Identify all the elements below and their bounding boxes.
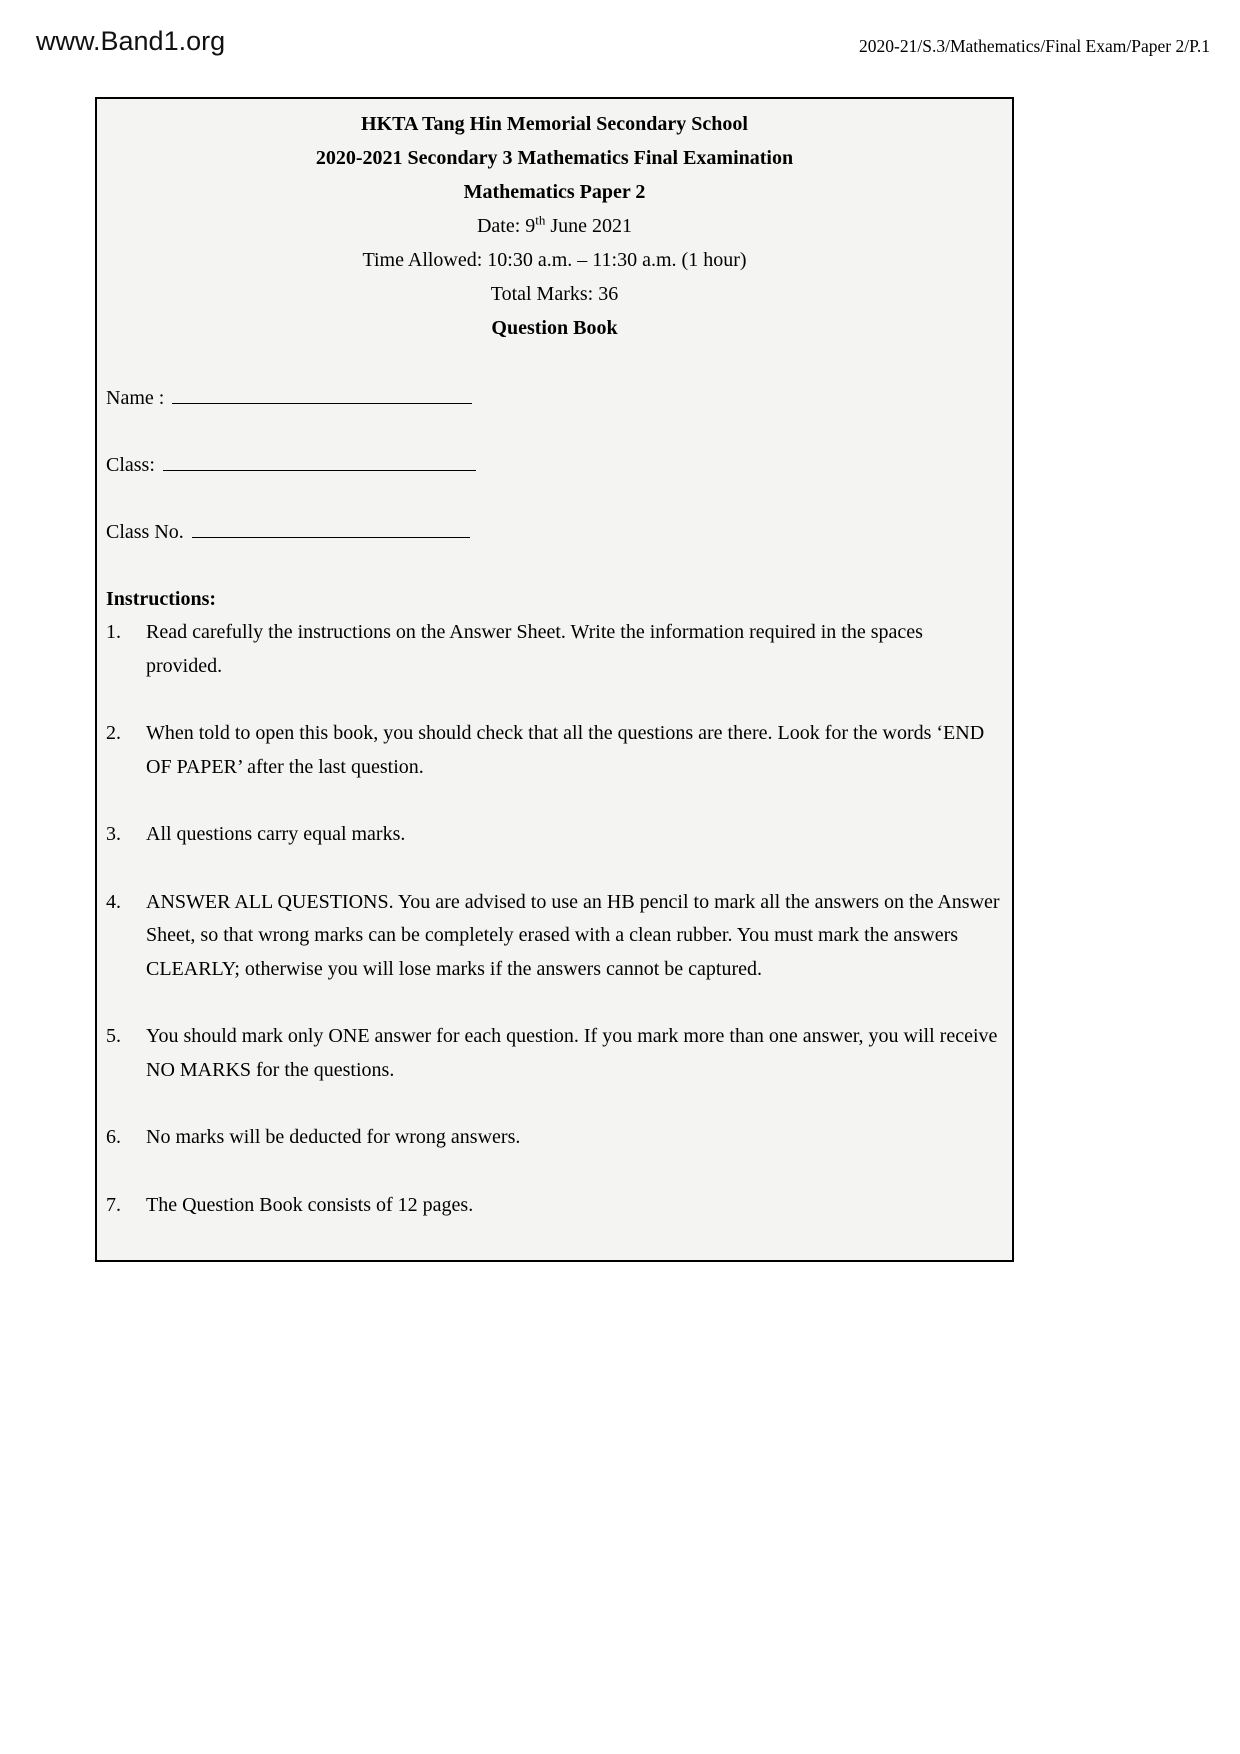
- school-name: HKTA Tang Hin Memorial Secondary School: [361, 113, 748, 135]
- name-blank-line: [172, 384, 472, 404]
- instruction-text: Read carefully the instructions on the Answer Sheet. Write the information required in the spaces provided.: [146, 621, 923, 677]
- book-type-line: Question Book: [491, 317, 618, 339]
- instruction-item: [106, 1020, 1003, 1087]
- class-label: Class:: [106, 454, 155, 476]
- exam-date-line: [106, 209, 1003, 243]
- exam-date-rest: June 2021: [545, 215, 633, 237]
- page-header-reference: 2020-21/S.3/Mathematics/Final Exam/Paper 2/P.1: [859, 36, 1210, 56]
- paper-title: Mathematics Paper 2: [463, 181, 646, 203]
- instruction-number: 1.: [106, 621, 121, 643]
- instruction-number: 2.: [106, 722, 121, 744]
- instruction-item: [106, 818, 1003, 852]
- exam-title: 2020-2021 Secondary 3 Mathematics Final Examination: [315, 147, 794, 169]
- exam-date-ordinal: th: [535, 212, 546, 228]
- instruction-number: 7.: [106, 1193, 121, 1216]
- time-allowed-line: Time Allowed: 10:30 a.m. – 11:30 a.m. (1 hour): [362, 249, 747, 271]
- instruction-item: [106, 1189, 1003, 1223]
- instruction-text: When told to open this book, you should check that all the questions are there. Look for the words ‘END OF PAPER’ after the last question.: [146, 722, 985, 778]
- exam-cover-box: [95, 97, 1014, 1262]
- instruction-text: You should mark only ONE answer for each question. If you mark more than one answer, you will receive NO MARKS for the questions.: [146, 1025, 998, 1081]
- instruction-text: No marks will be deducted for wrong answers.: [146, 1126, 521, 1148]
- instruction-item: [106, 616, 1003, 683]
- instruction-text: All questions carry equal marks.: [146, 823, 406, 845]
- total-marks-line: Total Marks: 36: [490, 283, 619, 305]
- class-no-blank-line: [192, 518, 470, 538]
- instruction-number: 6.: [106, 1126, 121, 1148]
- class-field-row: [106, 448, 1003, 482]
- site-watermark: www.Band1.org: [36, 26, 226, 56]
- instruction-number: 3.: [106, 823, 121, 845]
- instruction-text: ANSWER ALL QUESTIONS. You are advised to use an HB pencil to mark all the answers on the Answer Sheet, so that wrong marks can be completely erased with a clean rubber. You must mark the answers CLEARLY; otherwise you will lose marks if the answers cannot be captured.: [146, 890, 1000, 980]
- instruction-text: The Question Book consists of 12 pages.: [146, 1193, 474, 1216]
- instruction-item: [106, 1121, 1003, 1155]
- name-label: Name :: [106, 387, 165, 409]
- class-no-label: Class No.: [106, 521, 184, 543]
- instruction-number: 5.: [106, 1025, 121, 1047]
- instructions-heading: Instructions:: [106, 588, 217, 610]
- exam-date-prefix: Date: 9: [476, 215, 536, 237]
- instruction-item: [106, 886, 1003, 987]
- name-field-row: [106, 381, 1003, 415]
- class-blank-line: [163, 451, 476, 471]
- instruction-item: [106, 717, 1003, 784]
- instruction-number: 4.: [106, 890, 121, 913]
- class-no-field-row: [106, 515, 1003, 549]
